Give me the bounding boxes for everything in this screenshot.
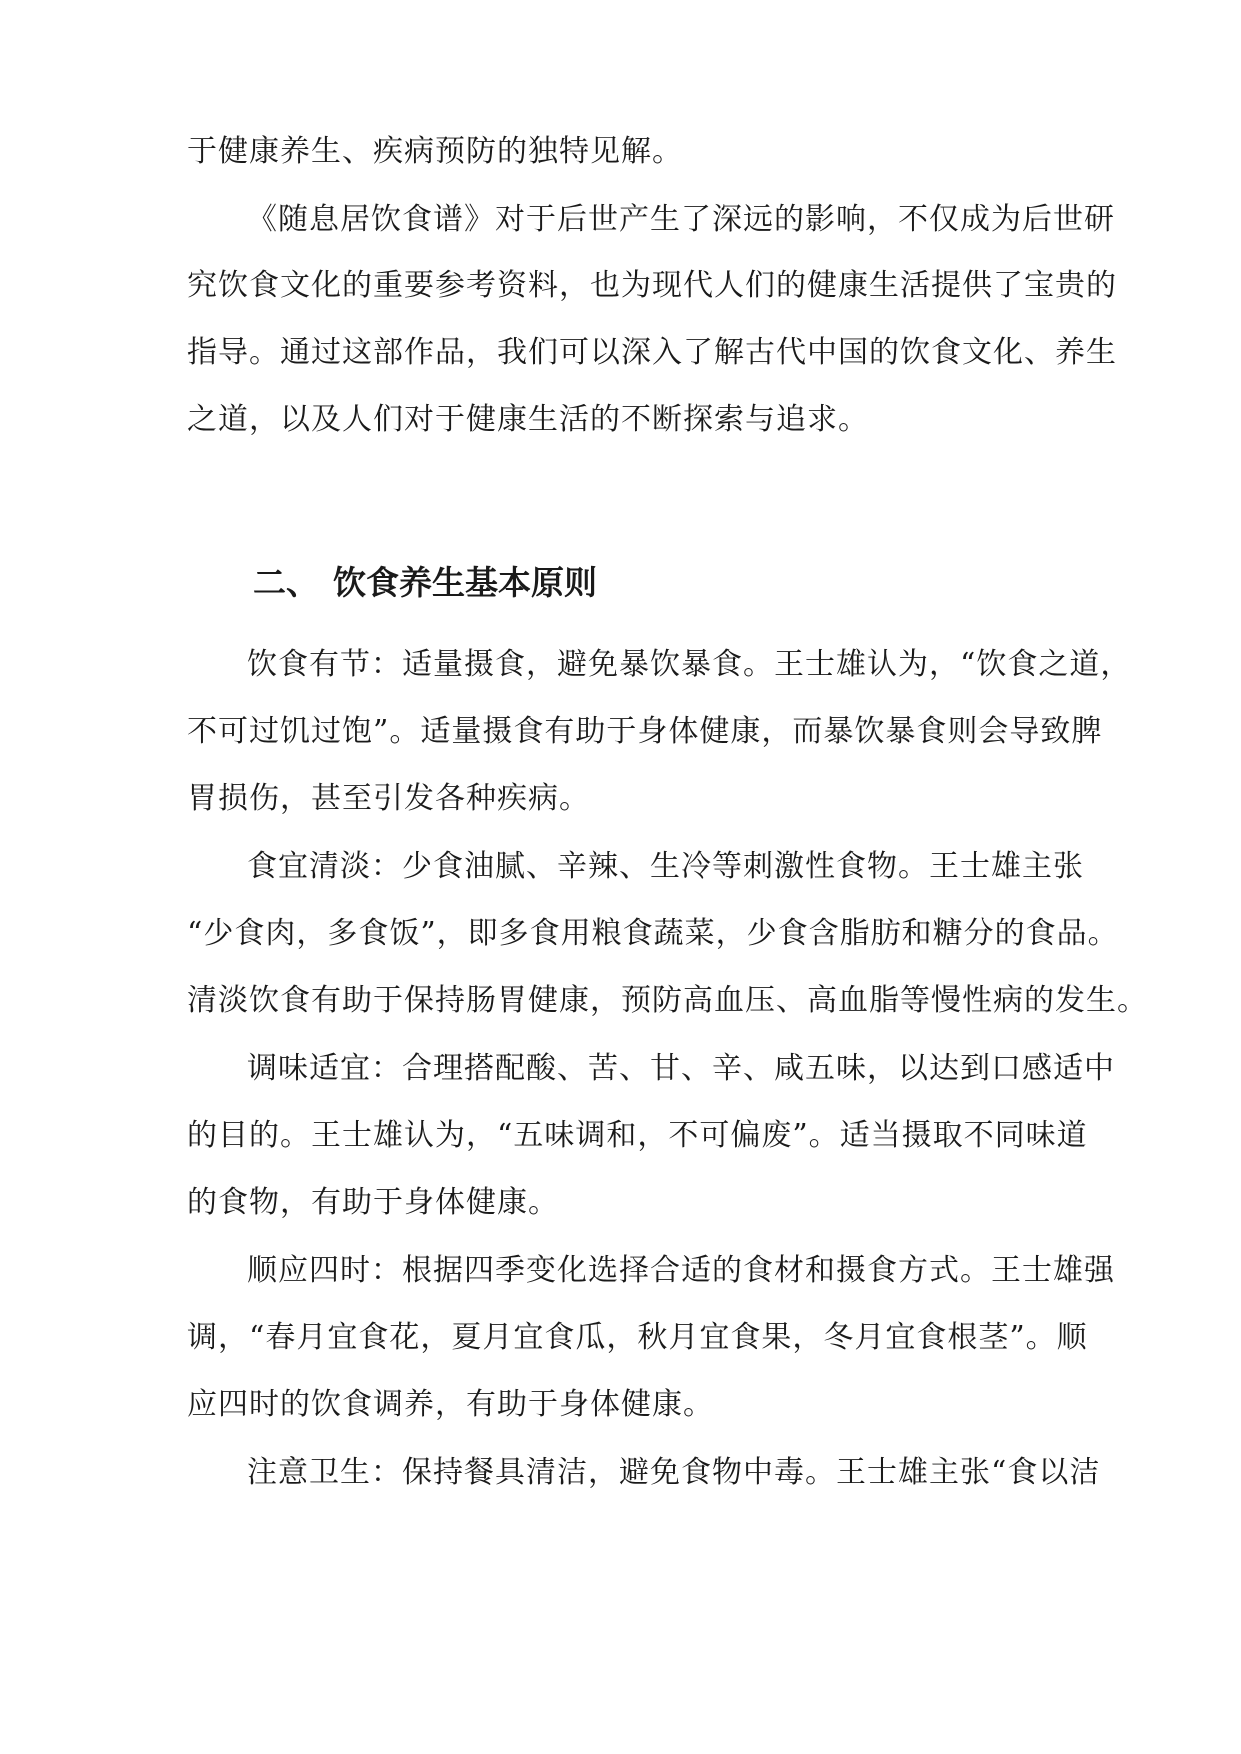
paragraph-line: 之道，以及人们对于健康生活的不断探索与追求。: [187, 402, 869, 437]
paragraph-line: 不可过饥过饱”。适量摄食有助于身体健康，而暴饮暴食则会导致脾: [187, 714, 1103, 749]
paragraph-line: 调味适宜：合理搭配酸、苦、甘、辛、咸五味，以达到口感适中: [247, 1051, 1115, 1086]
paragraph-line: 饮食有节：适量摄食，避免暴饮暴食。王士雄认为，“饮食之道，: [247, 647, 1132, 682]
paragraph-line: 胃损伤，甚至引发各种疾病。: [187, 781, 590, 816]
paragraph-line: 顺应四时：根据四季变化选择合适的食材和摄食方式。王士雄强: [247, 1253, 1115, 1288]
paragraph-line: 食宜清淡：少食油腻、辛辣、生冷等刺激性食物。王士雄主张: [247, 849, 1084, 884]
paragraph-line: 究饮食文化的重要参考资料，也为现代人们的健康生活提供了宝贵的: [187, 268, 1117, 303]
paragraph-line: 《随息居饮食谱》对于后世产生了深远的影响，不仅成为后世研: [247, 202, 1115, 237]
paragraph-line: 的目的。王士雄认为，“五味调和，不可偏废”。适当摄取不同味道: [187, 1118, 1088, 1153]
paragraph-line: “少食肉，多食饭”，即多食用粮食蔬菜，少食含脂肪和糖分的食品。: [187, 916, 1119, 951]
paragraph-line: 应四时的饮食调养，有助于身体健康。: [187, 1387, 714, 1422]
paragraph-line: 于健康养生、疾病预防的独特见解。: [187, 134, 683, 169]
section-number: 二、: [253, 563, 319, 602]
paragraph-line: 的食物，有助于身体健康。: [187, 1185, 559, 1220]
section-title: 饮食养生基本原则: [333, 563, 597, 602]
paragraph-line: 调，“春月宜食花，夏月宜食瓜，秋月宜食果，冬月宜食根茎”。顺: [187, 1320, 1088, 1355]
section-heading: [253, 561, 597, 605]
paragraph-line: 清淡饮食有助于保持肠胃健康，预防高血压、高血脂等慢性病的发生。: [187, 983, 1148, 1018]
paragraph-line: 指导。通过这部作品，我们可以深入了解古代中国的饮食文化、养生: [187, 335, 1117, 370]
paragraph-line: 注意卫生：保持餐具清洁，避免食物中毒。王士雄主张“食以洁: [247, 1455, 1101, 1490]
